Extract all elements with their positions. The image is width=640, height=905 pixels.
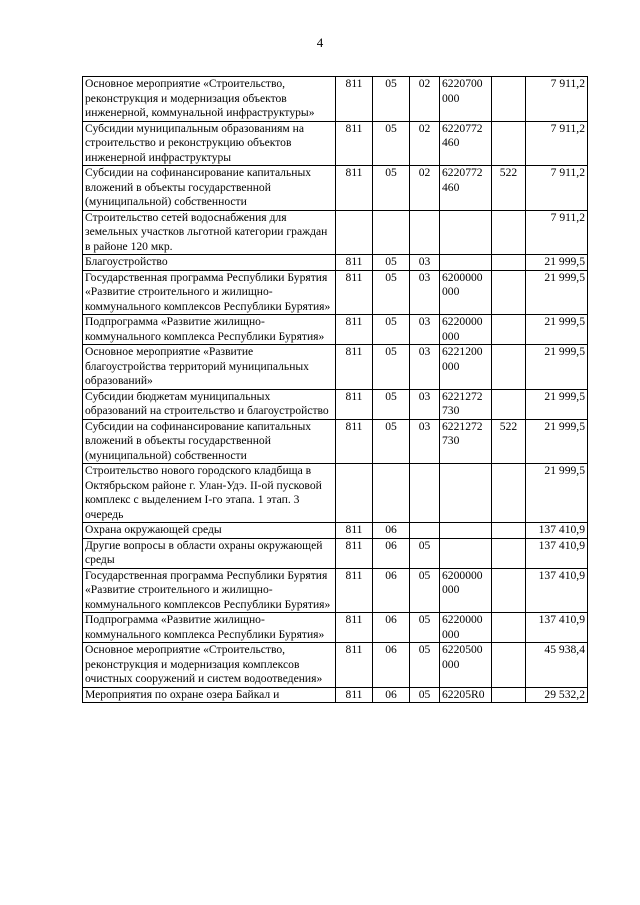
cell-grbs: 811	[336, 389, 373, 419]
cell-vr	[492, 687, 526, 703]
cell-rz: 06	[373, 538, 410, 568]
cell-csr: 6200000 000	[440, 270, 492, 315]
cell-rz: 05	[373, 121, 410, 166]
cell-rz: 05	[373, 389, 410, 419]
cell-rz: 05	[373, 77, 410, 122]
cell-sum: 137 410,9	[526, 523, 588, 539]
cell-sum: 21 999,5	[526, 255, 588, 271]
cell-vr: 522	[492, 419, 526, 464]
cell-grbs: 811	[336, 77, 373, 122]
cell-csr: 6200000 000	[440, 568, 492, 613]
cell-pr: 02	[410, 166, 440, 211]
cell-csr: 6220772 460	[440, 166, 492, 211]
cell-sum: 7 911,2	[526, 77, 588, 122]
cell-vr	[492, 77, 526, 122]
cell-vr	[492, 523, 526, 539]
cell-grbs: 811	[336, 643, 373, 688]
cell-grbs: 811	[336, 270, 373, 315]
cell-name: Государственная программа Республики Бурятия «Развитие строительного и жилищно-коммунального комплексов Республики Бурятия»	[83, 270, 336, 315]
cell-name: Другие вопросы в области охраны окружающей среды	[83, 538, 336, 568]
cell-name: Государственная программа Республики Бурятия «Развитие строительного и жилищно-коммунального комплексов Республики Бурятия»	[83, 568, 336, 613]
cell-grbs	[336, 210, 373, 255]
cell-pr: 05	[410, 613, 440, 643]
cell-pr: 05	[410, 643, 440, 688]
cell-rz: 06	[373, 568, 410, 613]
table-body	[83, 77, 588, 703]
cell-rz: 06	[373, 643, 410, 688]
cell-pr	[410, 210, 440, 255]
cell-name: Мероприятия по охране озера Байкал и	[83, 687, 336, 703]
cell-csr: 6220000 000	[440, 613, 492, 643]
cell-rz	[373, 464, 410, 523]
cell-grbs: 811	[336, 613, 373, 643]
budget-table	[82, 76, 588, 703]
cell-csr: 6220700 000	[440, 77, 492, 122]
cell-name: Субсидии бюджетам муниципальных образований на строительство и благоустройство	[83, 389, 336, 419]
table-row	[83, 523, 588, 539]
cell-vr	[492, 464, 526, 523]
table-row	[83, 643, 588, 688]
cell-name: Субсидии на софинансирование капитальных вложений в объекты государственной (муниципальной) собственности	[83, 419, 336, 464]
cell-csr	[440, 255, 492, 271]
cell-pr: 02	[410, 121, 440, 166]
cell-vr	[492, 255, 526, 271]
table-row	[83, 613, 588, 643]
cell-name: Субсидии муниципальным образованиям на строительство и реконструкцию объектов инженерной инфраструктуры	[83, 121, 336, 166]
cell-sum: 45 938,4	[526, 643, 588, 688]
table-row	[83, 270, 588, 315]
table-row	[83, 255, 588, 271]
cell-vr	[492, 568, 526, 613]
table-row	[83, 315, 588, 345]
cell-csr	[440, 538, 492, 568]
table-row	[83, 389, 588, 419]
cell-rz: 05	[373, 270, 410, 315]
cell-sum: 21 999,5	[526, 315, 588, 345]
cell-csr: 62205R0	[440, 687, 492, 703]
cell-pr	[410, 523, 440, 539]
cell-vr	[492, 315, 526, 345]
cell-pr	[410, 464, 440, 523]
cell-csr: 6220000 000	[440, 315, 492, 345]
cell-rz: 06	[373, 687, 410, 703]
cell-vr	[492, 643, 526, 688]
cell-rz: 05	[373, 419, 410, 464]
cell-grbs: 811	[336, 121, 373, 166]
cell-pr: 03	[410, 345, 440, 390]
cell-rz	[373, 210, 410, 255]
cell-csr: 6221200 000	[440, 345, 492, 390]
cell-csr: 6221272 730	[440, 419, 492, 464]
table-row	[83, 166, 588, 211]
cell-grbs: 811	[336, 255, 373, 271]
cell-name: Основное мероприятие «Развитие благоустройства территорий муниципальных образований»	[83, 345, 336, 390]
cell-csr: 6220500 000	[440, 643, 492, 688]
cell-rz: 05	[373, 345, 410, 390]
cell-csr: 6221272 730	[440, 389, 492, 419]
cell-sum: 29 532,2	[526, 687, 588, 703]
cell-grbs: 811	[336, 166, 373, 211]
cell-sum: 7 911,2	[526, 166, 588, 211]
cell-name: Строительство нового городского кладбища в Октябрьском районе г. Улан-Удэ. II-ой пусковой комплекс с выделением I-го этапа. 1 этап. 3 очередь	[83, 464, 336, 523]
cell-csr	[440, 464, 492, 523]
cell-sum: 21 999,5	[526, 419, 588, 464]
table-row	[83, 210, 588, 255]
cell-grbs	[336, 464, 373, 523]
cell-vr	[492, 613, 526, 643]
cell-grbs: 811	[336, 568, 373, 613]
cell-csr	[440, 523, 492, 539]
cell-name: Строительство сетей водоснабжения для земельных участков льготной категории граждан в районе 120 мкр.	[83, 210, 336, 255]
cell-name: Основное мероприятие «Строительство, реконструкция и модернизация объектов инженерной, коммунальной инфраструктуры»	[83, 77, 336, 122]
cell-vr	[492, 538, 526, 568]
cell-sum: 21 999,5	[526, 464, 588, 523]
cell-rz: 06	[373, 613, 410, 643]
cell-grbs: 811	[336, 538, 373, 568]
cell-name: Субсидии на софинансирование капитальных вложений в объекты государственной (муниципальной) собственности	[83, 166, 336, 211]
cell-vr	[492, 270, 526, 315]
table-row	[83, 77, 588, 122]
cell-pr: 03	[410, 389, 440, 419]
cell-name: Основное мероприятие «Строительство, реконструкция и модернизация комплексов очистных сооружений и систем водоотведения»	[83, 643, 336, 688]
cell-rz: 05	[373, 315, 410, 345]
cell-rz: 05	[373, 166, 410, 211]
cell-sum: 137 410,9	[526, 613, 588, 643]
cell-pr: 05	[410, 568, 440, 613]
table-row	[83, 419, 588, 464]
cell-name: Подпрограмма «Развитие жилищно-коммунального комплекса Республики Бурятия»	[83, 613, 336, 643]
table-row	[83, 464, 588, 523]
cell-sum: 7 911,2	[526, 121, 588, 166]
table-row	[83, 121, 588, 166]
page-number: 4	[316, 35, 324, 50]
cell-rz: 06	[373, 523, 410, 539]
table-row	[83, 568, 588, 613]
cell-sum: 21 999,5	[526, 389, 588, 419]
cell-name: Подпрограмма «Развитие жилищно-коммунального комплекса Республики Бурятия»	[83, 315, 336, 345]
cell-sum: 137 410,9	[526, 568, 588, 613]
cell-csr: 6220772 460	[440, 121, 492, 166]
cell-grbs: 811	[336, 523, 373, 539]
cell-name: Охрана окружающей среды	[83, 523, 336, 539]
cell-sum: 137 410,9	[526, 538, 588, 568]
cell-sum: 7 911,2	[526, 210, 588, 255]
cell-pr: 03	[410, 419, 440, 464]
table-row	[83, 345, 588, 390]
cell-grbs: 811	[336, 345, 373, 390]
table-row	[83, 538, 588, 568]
cell-grbs: 811	[336, 419, 373, 464]
cell-pr: 02	[410, 77, 440, 122]
cell-sum: 21 999,5	[526, 345, 588, 390]
cell-vr: 522	[492, 166, 526, 211]
cell-pr: 03	[410, 315, 440, 345]
cell-name: Благоустройство	[83, 255, 336, 271]
table-row	[83, 687, 588, 703]
cell-grbs: 811	[336, 315, 373, 345]
cell-sum: 21 999,5	[526, 270, 588, 315]
cell-vr	[492, 345, 526, 390]
cell-rz: 05	[373, 255, 410, 271]
cell-vr	[492, 210, 526, 255]
cell-vr	[492, 121, 526, 166]
cell-pr: 03	[410, 270, 440, 315]
cell-pr: 05	[410, 687, 440, 703]
cell-pr: 05	[410, 538, 440, 568]
cell-csr	[440, 210, 492, 255]
cell-pr: 03	[410, 255, 440, 271]
cell-grbs: 811	[336, 687, 373, 703]
cell-vr	[492, 389, 526, 419]
